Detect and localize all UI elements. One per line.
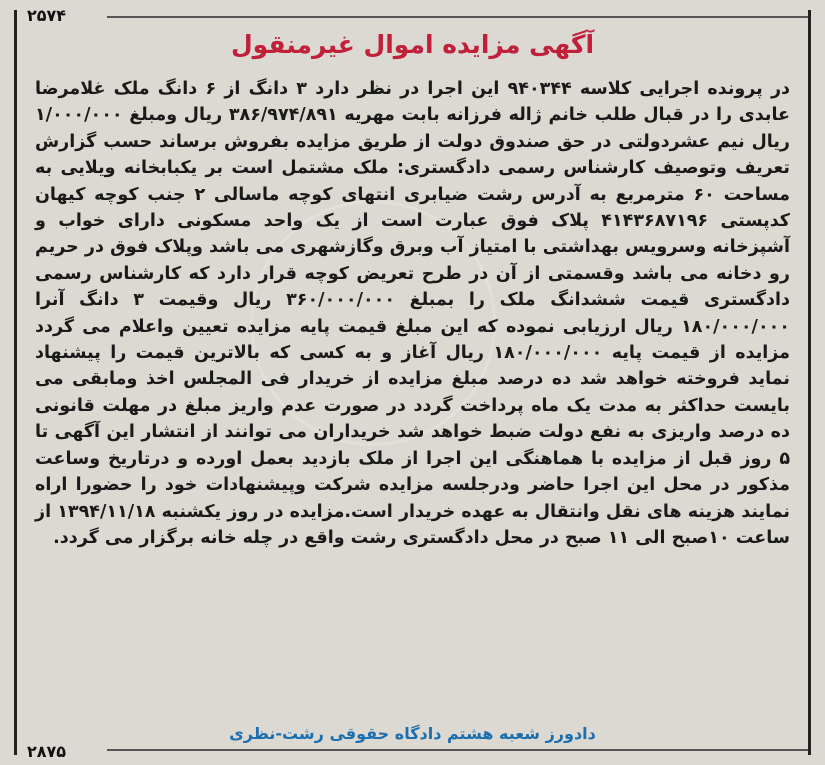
- top-notice-number: ۲۵۷۴: [27, 6, 67, 25]
- notice-frame: [14, 6, 811, 761]
- notice-body: در پرونده اجرایی کلاسه ۹۴۰۳۴۴ این اجرا در نظر دارد ۳ دانگ از ۶ دانگ ملک غلامرضا عابدی را در قبال طلب خانم ژاله فرزانه بابت مهریه ۳۸۶/۹۷۴/۸۹۱ ریال ومبلغ ۱/۰۰۰/۰۰۰ ریال نیم عشردولتی در حق صندوق دولت از طریق مزایده بفروش برساند حسب گزارش تعریف وتوصیف کارشناس رسمی دادگستری: ملک مشتمل است بر یکبابخانه ویلایی به مساحت ۶۰ مترمربع به آدرس رشت ضیابری انتهای کوچه ماسالی ۲ جنب کوچه کیهان کدپستی ۴۱۴۳۶۸۷۱۹۶ پلاک فوق عبارت است از یک واحد مسکونی دارای خواب و آشپزخانه وسرویس بهداشتی با امتیاز آب وبرق وگازشهری می باشد وپلاک فوق در حریم رو دخانه می باشد وقسمتی از آن در طرح تعریض کوچه قرار دارد که کارشناس رسمی دادگستری قیمت ششدانگ ملک را بمبلغ ۳۶۰/۰۰۰/۰۰۰ ریال وقیمت ۳ دانگ آنرا ۱۸۰/۰۰۰/۰۰۰ ریال ارزیابی نموده که این مبلغ قیمت پایه مزایده تعیین واعلام می گردد مزایده از قیمت پایه ۱۸۰/۰۰۰/۰۰۰ ریال آغاز و به کسی که بالاترین قیمت را پیشنهاد نماید فروخته خواهد شد ده درصد مبلغ مزایده از خریدار فی المجلس اخذ ومابقی می بایست حداکثر به مدت یک ماه پرداخت گردد در صورت عدم واریز مبلغ در مهلت قانونی ده درصد واریزی به نفع دولت ضبط خواهد شد خریداران می توانند از انتشار این آگهی تا ۵ روز قبل از مزایده با هماهنگی این اجرا از ملک بازدید بعمل اورده و درتاریخ وساعت مذکور در محل این اجرا حاضر ودرجلسه مزایده شرکت وپیشنهادات خود را حضورا اراه نمایند هزینه های نقل وانتقال به عهده خریدار است.مزایده در روز یکشنبه ۱۳۹۴/۱۱/۱۸ از ساعت ۱۰صبح الی ۱۱ صبح در محل دادگستری رشت واقع در چله خانه برگزار می گردد.: [35, 79, 791, 548]
- bottom-notice-number: ۲۸۷۵: [27, 742, 67, 761]
- notice-signature: دادورز شعبه هشتم دادگاه حقوقی رشت-نظری: [229, 724, 596, 743]
- bottom-divider: [107, 749, 808, 751]
- notice-title: آگهی مزایده اموال غیرمنقول: [230, 30, 595, 59]
- top-divider: [107, 16, 808, 18]
